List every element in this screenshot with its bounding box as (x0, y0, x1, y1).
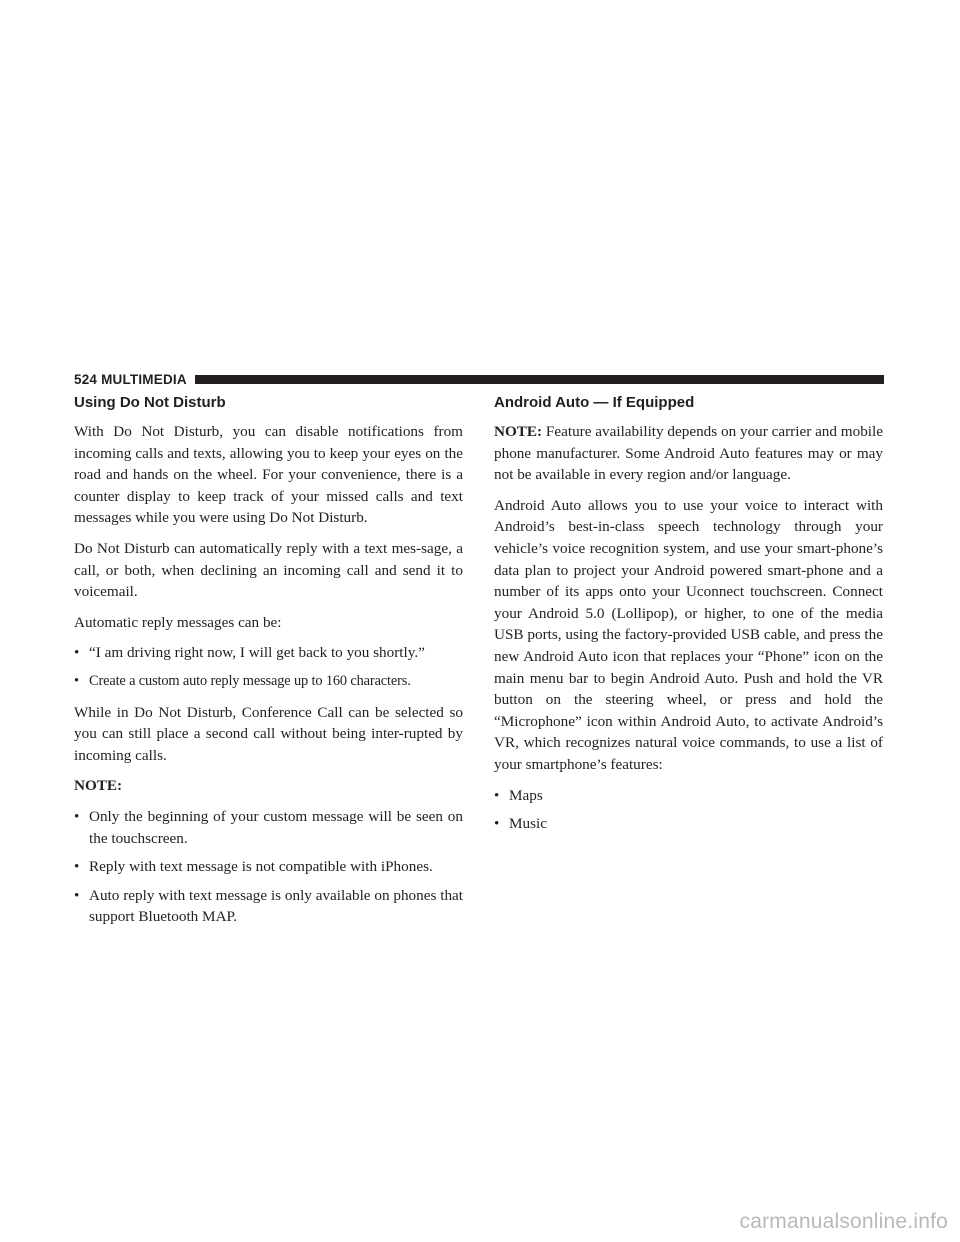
watermark-text: carmanualsonline.info (739, 1210, 948, 1233)
bullet-icon: • (74, 807, 80, 825)
reply-list (74, 642, 463, 692)
note-list (74, 806, 463, 928)
page-number-section: 524 MULTIMEDIA (74, 371, 187, 387)
paragraph: While in Do Not Disturb, Conference Call can be selected so you can still place a second call without being inter-rupted by incoming calls. (74, 703, 463, 764)
page-header (74, 369, 884, 389)
right-column (494, 393, 883, 844)
note-label: NOTE: (494, 423, 543, 440)
section-heading-android-auto: Android Auto — If Equipped (494, 394, 695, 411)
paragraph: With Do Not Disturb, you can disable notifications from incoming calls and texts, allowing you to keep your eyes on the road and hands on the wheel. For your convenience, there is a counter display to keep track of your missed calls and text messages while you were using Do Not Disturb. (74, 423, 463, 527)
paragraph: Automatic reply messages can be: (74, 613, 282, 631)
bullet-icon: • (74, 886, 80, 904)
bullet-icon: • (74, 672, 79, 689)
list-item: • Create a custom auto reply message up to 160 characters. (74, 671, 463, 693)
left-column (74, 393, 463, 937)
bullet-icon: • (74, 858, 80, 876)
list-item: • “I am driving right now, I will get back to you shortly.” (74, 642, 463, 664)
section-heading-do-not-disturb: Using Do Not Disturb (74, 394, 226, 411)
list-item: • Music (494, 813, 883, 835)
bullet-icon: • (494, 815, 500, 833)
list-item: • Maps (494, 785, 883, 807)
note-paragraph: NOTE: Feature availability depends on your carrier and mobile phone manufacturer. Some Android Auto features may or may not be available in every region and/or language. (494, 423, 883, 484)
bullet-icon: • (74, 644, 80, 662)
bullet-icon: • (494, 786, 500, 804)
paragraph: Do Not Disturb can automatically reply with a text mes-sage, a call, or both, when declining an incoming call and send it to voicemail. (74, 539, 463, 601)
note-label: NOTE: (74, 777, 123, 795)
paragraph: Android Auto allows you to use your voice to interact with Android’s best-in-class speech technology through your vehicle’s voice recognition system, and use your smart-phone’s data plan to project your Android powered smart-phone and a number of its apps onto your Uconnect touchscreen. Connect your Android 5.0 (Lollipop), or higher, to one of the media USB ports, using the factory-provided USB cable, and press the new Android Auto icon that replaces your “Phone” icon on the main menu bar to begin Android Auto. Push and hold the VR button on the steering wheel, or press and hold the “Microphone” icon within Android Auto, to activate Android’s VR, which recognizes natural voice commands, to use a list of your smartphone’s features: (494, 496, 883, 773)
header-rule (195, 375, 884, 384)
list-item: • Only the beginning of your custom message will be seen on the touchscreen. (74, 807, 463, 847)
feature-list (494, 785, 883, 835)
list-item: • Reply with text message is not compatible with iPhones. (74, 856, 463, 878)
list-item: • Auto reply with text message is only available on phones that support Bluetooth MAP. (74, 886, 463, 926)
